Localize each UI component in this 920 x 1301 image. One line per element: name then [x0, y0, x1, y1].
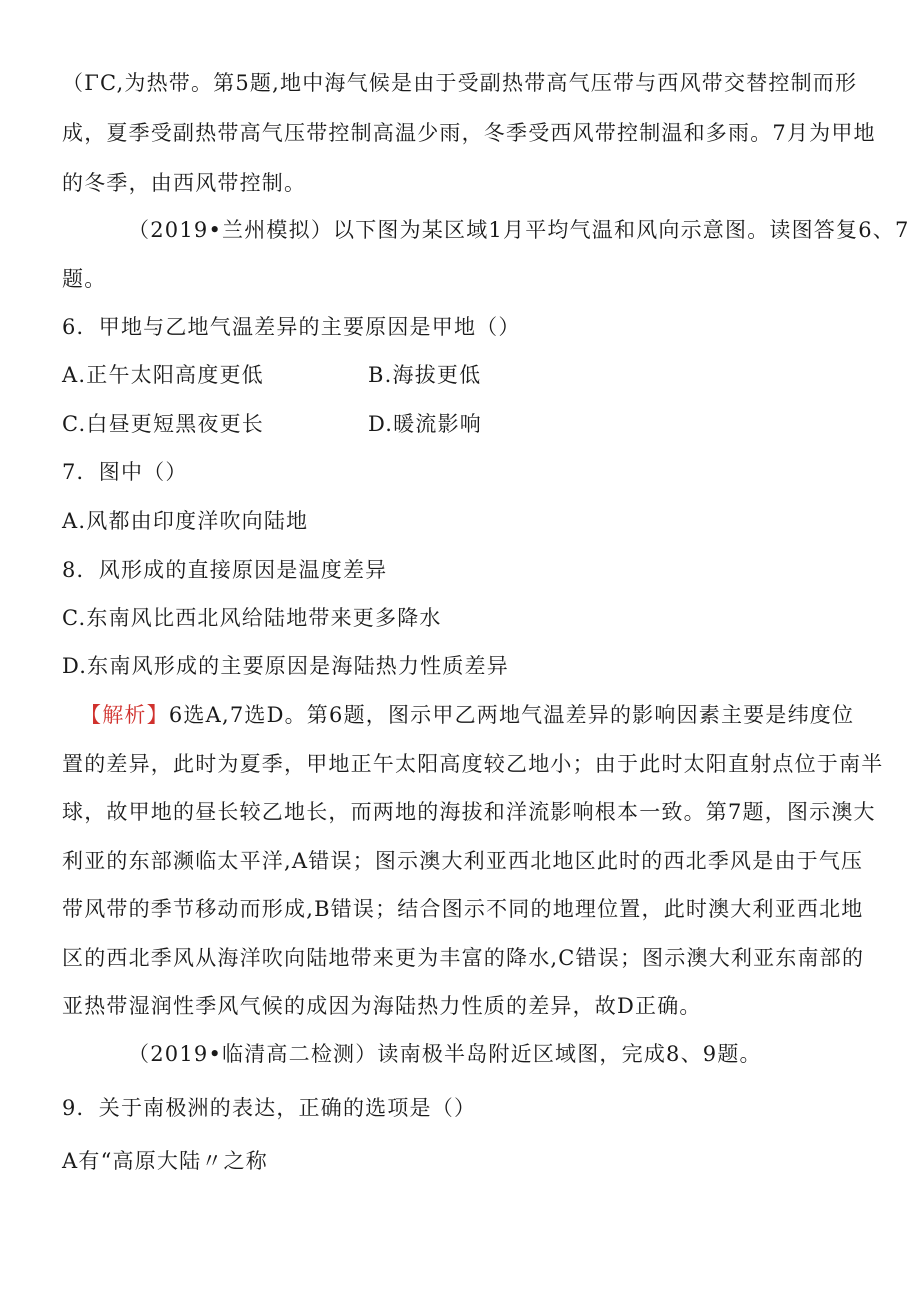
text-line-3: 的冬季，由西风带控制。	[62, 171, 307, 195]
question-6-option-a: A.正午太阳高度更低	[62, 363, 264, 387]
question-7-option-c: C.东南风比西北风给陆地带来更多降水	[62, 606, 442, 630]
question-intro-6-7: （2019•兰州模拟）以下图为某区域1月平均气温和风向示意图。读图答复6、7	[128, 218, 910, 242]
analysis-tag: 【解析】	[80, 703, 169, 727]
question-intro-6-7-cont: 题。	[62, 267, 107, 291]
question-6: 6．甲地与乙地气温差异的主要原因是甲地（）	[62, 315, 521, 339]
text-line-2: 成，夏季受副热带高气压带控制高温少雨，冬季受西风带控制温和多雨。7月为甲地	[62, 121, 876, 145]
question-7-option-a: A.风都由印度洋吹向陆地	[62, 509, 309, 533]
analysis-line-7: 亚热带湿润性季风气候的成因为海陆热力性质的差异，故D正确。	[62, 994, 702, 1018]
analysis-text-1: 6选A,7选D。第6题，图示甲乙两地气温差异的影响因素主要是纬度位	[168, 703, 855, 727]
question-intro-8-9: （2019•临清高二检测）读南极半岛附近区域图，完成8、9题。	[128, 1042, 762, 1066]
analysis-line-3: 球，故甲地的昼长较乙地长，而两地的海拔和洋流影响根本一致。第7题，图示澳大	[62, 800, 876, 824]
question-7: 7．图中（）	[62, 460, 188, 484]
question-9-option-a: A有“高原大陆〃之称	[62, 1149, 268, 1173]
question-9: 9．关于南极洲的表达，正确的选项是（）	[62, 1096, 477, 1120]
question-6-option-b: B.海拔更低	[368, 363, 482, 387]
question-6-option-d: D.暖流影响	[368, 412, 482, 436]
question-7-option-d: D.东南风形成的主要原因是海陆热力性质差异	[62, 654, 509, 678]
analysis-line-2: 置的差异，此时为夏季，甲地正午太阳高度较乙地小；由于此时太阳直射点位于南半	[62, 752, 884, 776]
question-7-option-b: 8．风形成的直接原因是温度差异	[62, 558, 388, 582]
analysis-line-5: 带风带的季节移动而形成,B错误；结合图示不同的地理位置，此时澳大利亚西北地	[62, 897, 864, 921]
question-6-option-c: C.白昼更短黑夜更长	[62, 412, 264, 436]
analysis-line-1	[80, 700, 854, 730]
text-line-1: （ΓC,为热带。第5题,地中海气候是由于受副热带高气压带与西风带交替控制而形	[62, 71, 858, 95]
analysis-line-6: 区的西北季风从海洋吹向陆地带来更为丰富的降水,C错误；图示澳大利亚东南部的	[62, 946, 865, 970]
analysis-line-4: 利亚的东部濒临太平洋,A错误；图示澳大利亚西北地区此时的西北季风是由于气压	[62, 849, 864, 873]
